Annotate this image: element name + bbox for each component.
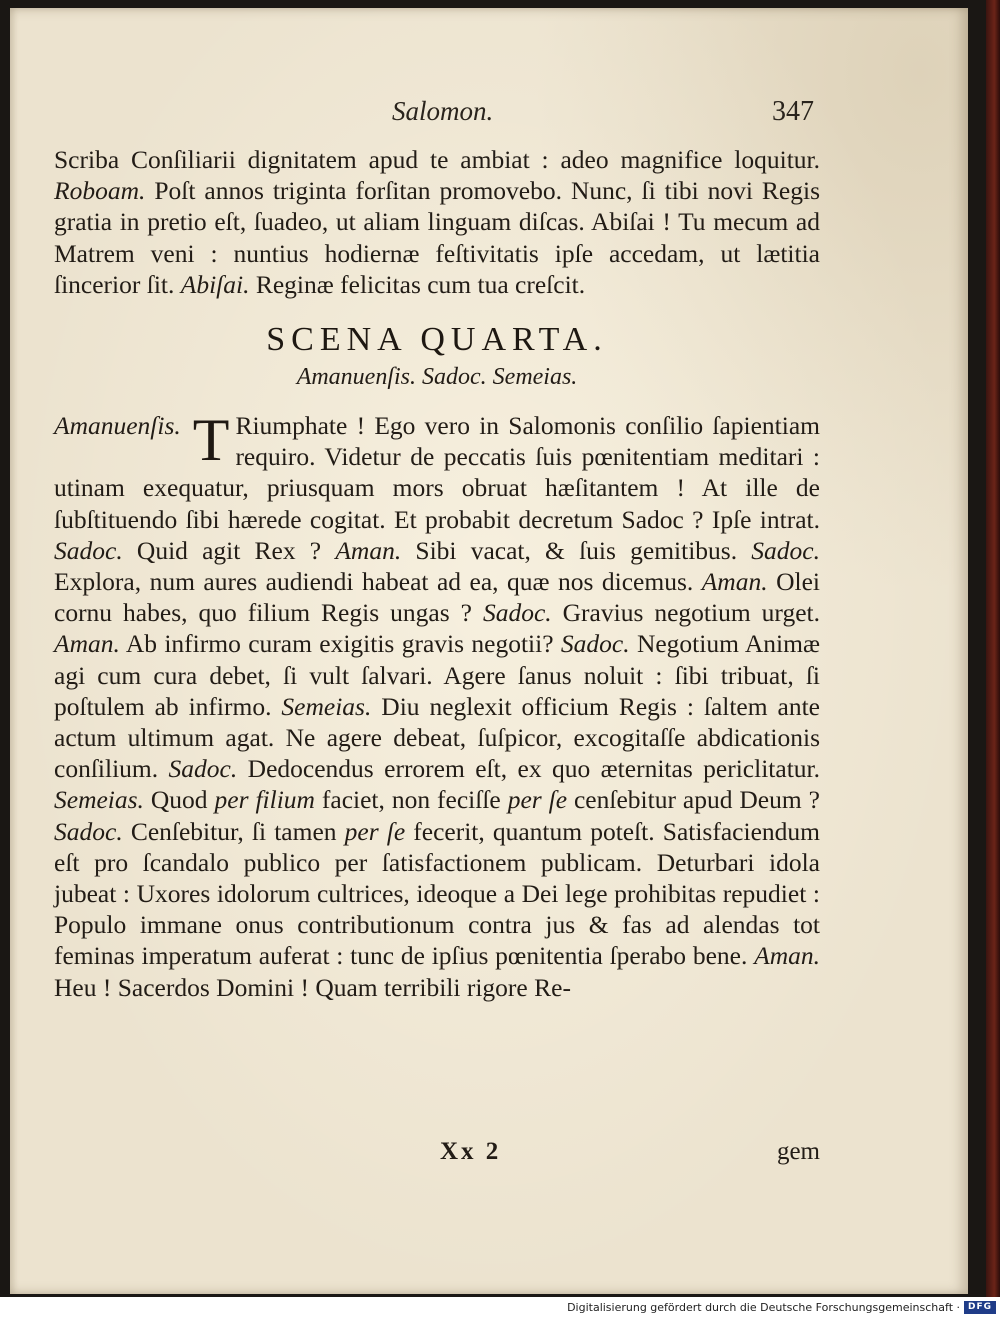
speaker-name: Semeias. bbox=[281, 691, 372, 721]
text-run: Heu ! Sacerdos Domini ! Quam terribili rigore Re- bbox=[54, 972, 571, 1002]
book-edge bbox=[986, 0, 1000, 1300]
speaker-name: Aman. bbox=[335, 535, 402, 565]
dramatis-personae: Amanuenſis. Sadoc. Semeias. bbox=[296, 364, 578, 391]
text-run: Riumphate ! Ego vero in Salomonis conſilio ſapientiam requiro. Videtur de peccatis ſuis pœnitentiam meditari : utinam exequatur, priusquam mors obruat hæſitantem ! At ille de ſubſtituendo ſibi hærede cogitat. Et probabit decretum Sadoc ? Ipſe intrat. bbox=[54, 411, 820, 534]
italic-phrase: per ſe bbox=[344, 816, 406, 846]
text-run: fecerit, quantum poteſt. Satisfaciendum eſt pro ſcandalo publico per ſatisfactionem publicam. Deturbari idola jubeat : Uxores idolorum cultrices, ideoque a Dei lege prohibitas repudiet : Populo immane onus contributionum contra jus & fas ad alendas tot feminas imperatum auferat : tunc de ipſius pœnitentia ſperabo bene. bbox=[54, 816, 820, 971]
running-head bbox=[10, 96, 968, 136]
text-run: Ab infirmo curam exigitis gravis negotii? bbox=[119, 629, 561, 659]
speaker-name: Aman. bbox=[754, 941, 820, 971]
text-run: Scriba Conſiliarii dignitatem apud te ambiat : adeo magnifice loquitur. bbox=[54, 145, 820, 174]
speaker-name: Sadoc. bbox=[54, 816, 123, 846]
text-run: Cenſebitur, ſi tamen bbox=[122, 816, 345, 846]
text-block bbox=[54, 144, 820, 1003]
text-run: Reginæ felicitas cum tua creſcit. bbox=[249, 269, 586, 299]
text-run: Negotium Animæ agi cum cura debet, ſi vult ſalvari. Agere ſanus noluit : ſibi tribuat, ſi poſtulem ab infirmo. bbox=[54, 629, 820, 721]
signature-mark: Xx 2 bbox=[440, 1138, 502, 1165]
paragraph-1 bbox=[54, 144, 820, 300]
catchword: gem bbox=[776, 1138, 820, 1165]
speaker-name: Aman. bbox=[701, 567, 768, 597]
speaker-name: Roboam. bbox=[54, 176, 146, 206]
text-run: Sibi vacat, & ſuis gemitibus. bbox=[401, 535, 752, 565]
speaker-name: Sadoc. bbox=[168, 754, 238, 784]
text-run: Diu neglexit officium Regis : ſaltem ante actum ultimum agat. Ne agere debeat, ſuſpicor, excogitaſſe abdicationis conſilium. bbox=[54, 691, 820, 784]
speaker-name: Aman. bbox=[54, 629, 120, 659]
italic-phrase: per ſe bbox=[507, 785, 568, 815]
text-run: cenſebitur apud Deum ? bbox=[567, 785, 820, 815]
text-run: Gravius negotium urget. bbox=[551, 598, 820, 628]
speaker-name: Sadoc. bbox=[482, 598, 552, 628]
speaker-name: Sadoc. bbox=[560, 629, 630, 659]
text-run: Quod bbox=[143, 785, 215, 815]
speaker-name: Sadoc. bbox=[54, 535, 123, 565]
speaker-name: Amanuenſis. bbox=[54, 411, 181, 441]
speaker-name: Abiſai. bbox=[180, 269, 250, 299]
funding-credit: Digitalisierung gefördert durch die Deutsche Forschungsgemeinschaft · bbox=[567, 1301, 960, 1314]
text-run: Dedocendus errorem eſt, ex quo æternitas periclitatur. bbox=[237, 754, 820, 784]
paragraph-2 bbox=[54, 407, 820, 1003]
text-run: Quid agit Rex ? bbox=[122, 535, 336, 565]
running-head-title: Salomon. bbox=[392, 96, 494, 126]
scene-title: SCENA QUARTA. bbox=[266, 321, 608, 359]
text-run: Explora, num aures audiendi habeat ad ea, quæ nos dicemus. bbox=[54, 567, 702, 597]
text-run: Poſt annos triginta forſitan promovebo. Nunc, ſi tibi novi Regis gratia in pretio eſt, ſuadeo, ut aliam linguam diſcas. Abiſai ! Tu mecum ad Matrem veni : nuntius hodiernæ feſtivitatis ipſe accedam, ut lætitia ſincerior ſit. bbox=[54, 176, 820, 299]
dfg-logo-icon: DFG bbox=[964, 1301, 996, 1314]
page-number: 347 bbox=[772, 96, 814, 127]
speaker-name: Sadoc. bbox=[751, 535, 820, 565]
catchline bbox=[54, 1138, 820, 1172]
text-run: Olei cornu habes, quo filium Regis ungas ? bbox=[54, 567, 820, 628]
speaker-name: Semeias. bbox=[54, 785, 144, 815]
italic-phrase: per filium bbox=[214, 785, 315, 815]
book-page bbox=[10, 8, 968, 1294]
footer-strip bbox=[0, 1297, 1000, 1319]
drop-capital: T bbox=[192, 407, 230, 474]
text-run: faciet, non feciſſe bbox=[314, 785, 508, 815]
